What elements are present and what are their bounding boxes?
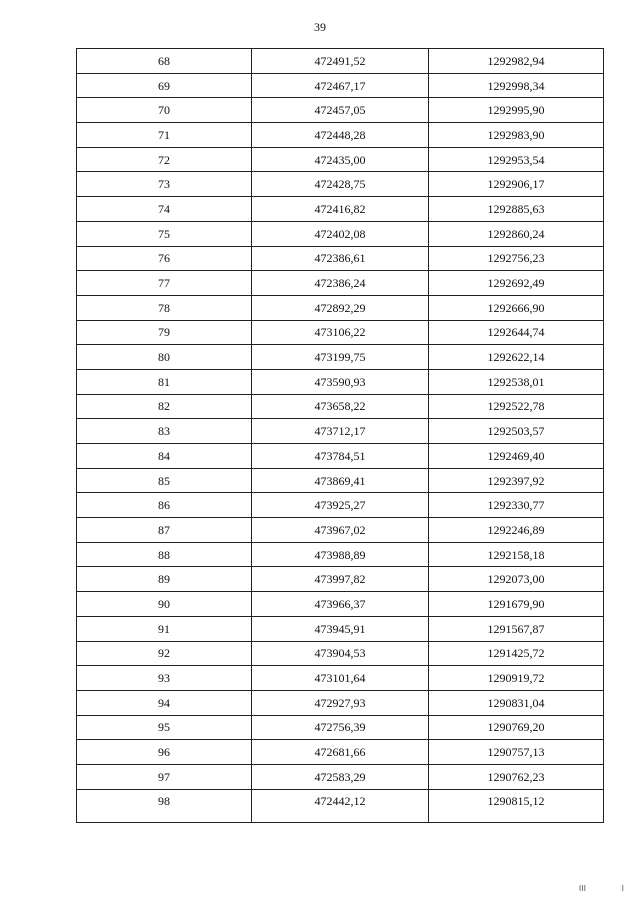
y-coordinate-cell: 1290757,13 — [429, 740, 604, 765]
y-coordinate-cell: 1292756,23 — [429, 246, 604, 271]
x-coordinate-cell: 473904,53 — [252, 641, 429, 666]
coordinates-table-body — [77, 49, 604, 823]
table-row — [77, 246, 604, 271]
x-coordinate-cell: 472457,05 — [252, 98, 429, 123]
y-coordinate-cell: 1291679,90 — [429, 592, 604, 617]
y-coordinate-cell: 1292906,17 — [429, 172, 604, 197]
table-row — [77, 345, 604, 370]
point-number-cell: 95 — [77, 715, 252, 740]
point-number-cell: 89 — [77, 567, 252, 592]
y-coordinate-cell: 1292330,77 — [429, 493, 604, 518]
y-coordinate-cell: 1292246,89 — [429, 518, 604, 543]
x-coordinate-cell: 473966,37 — [252, 592, 429, 617]
y-coordinate-cell: 1292692,49 — [429, 271, 604, 296]
point-number-cell: 92 — [77, 641, 252, 666]
x-coordinate-cell: 473199,75 — [252, 345, 429, 370]
x-coordinate-cell: 473712,17 — [252, 419, 429, 444]
point-number-cell: 98 — [77, 789, 252, 822]
y-coordinate-cell: 1292860,24 — [429, 221, 604, 246]
point-number-cell: 85 — [77, 468, 252, 493]
point-number-cell: 72 — [77, 147, 252, 172]
table-row — [77, 320, 604, 345]
y-coordinate-cell: 1290831,04 — [429, 690, 604, 715]
point-number-cell: 68 — [77, 49, 252, 74]
x-coordinate-cell: 472435,00 — [252, 147, 429, 172]
table-row — [77, 666, 604, 691]
table-row — [77, 764, 604, 789]
x-coordinate-cell: 473784,51 — [252, 444, 429, 469]
x-coordinate-cell: 473869,41 — [252, 468, 429, 493]
table-row — [77, 740, 604, 765]
y-coordinate-cell: 1291425,72 — [429, 641, 604, 666]
x-coordinate-cell: 472448,28 — [252, 123, 429, 148]
y-coordinate-cell: 1290769,20 — [429, 715, 604, 740]
x-coordinate-cell: 473106,22 — [252, 320, 429, 345]
point-number-cell: 83 — [77, 419, 252, 444]
y-coordinate-cell: 1290815,12 — [429, 789, 604, 822]
table-row — [77, 295, 604, 320]
y-coordinate-cell: 1292622,14 — [429, 345, 604, 370]
table-row — [77, 616, 604, 641]
point-number-cell: 74 — [77, 197, 252, 222]
y-coordinate-cell: 1292666,90 — [429, 295, 604, 320]
x-coordinate-cell: 472386,61 — [252, 246, 429, 271]
point-number-cell: 96 — [77, 740, 252, 765]
table-row — [77, 518, 604, 543]
table-row — [77, 49, 604, 74]
y-coordinate-cell: 1292953,54 — [429, 147, 604, 172]
point-number-cell: 90 — [77, 592, 252, 617]
table-row — [77, 592, 604, 617]
point-number-cell: 91 — [77, 616, 252, 641]
x-coordinate-cell: 472583,29 — [252, 764, 429, 789]
table-row — [77, 73, 604, 98]
x-coordinate-cell: 473945,91 — [252, 616, 429, 641]
point-number-cell: 79 — [77, 320, 252, 345]
point-number-cell: 94 — [77, 690, 252, 715]
table-row — [77, 369, 604, 394]
x-coordinate-cell: 472681,66 — [252, 740, 429, 765]
point-number-cell: 70 — [77, 98, 252, 123]
point-number-cell: 88 — [77, 542, 252, 567]
table-row — [77, 468, 604, 493]
y-coordinate-cell: 1292644,74 — [429, 320, 604, 345]
x-coordinate-cell: 473967,02 — [252, 518, 429, 543]
point-number-cell: 82 — [77, 394, 252, 419]
y-coordinate-cell: 1292469,40 — [429, 444, 604, 469]
x-coordinate-cell: 472386,24 — [252, 271, 429, 296]
x-coordinate-cell: 472467,17 — [252, 73, 429, 98]
table-row — [77, 567, 604, 592]
y-coordinate-cell: 1291567,87 — [429, 616, 604, 641]
table-row — [77, 789, 604, 822]
point-number-cell: 93 — [77, 666, 252, 691]
point-number-cell: 69 — [77, 73, 252, 98]
x-coordinate-cell: 473590,93 — [252, 369, 429, 394]
point-number-cell: 76 — [77, 246, 252, 271]
x-coordinate-cell: 473658,22 — [252, 394, 429, 419]
x-coordinate-cell: 473925,27 — [252, 493, 429, 518]
point-number-cell: 77 — [77, 271, 252, 296]
table-row — [77, 493, 604, 518]
point-number-cell: 97 — [77, 764, 252, 789]
page-number: 39 — [314, 20, 326, 34]
point-number-cell: 84 — [77, 444, 252, 469]
y-coordinate-cell: 1292885,63 — [429, 197, 604, 222]
point-number-cell: 71 — [77, 123, 252, 148]
point-number-cell: 81 — [77, 369, 252, 394]
footer-mark-right: I — [621, 884, 624, 893]
x-coordinate-cell: 472428,75 — [252, 172, 429, 197]
table-row — [77, 641, 604, 666]
table-row — [77, 123, 604, 148]
x-coordinate-cell: 472927,93 — [252, 690, 429, 715]
y-coordinate-cell: 1292158,18 — [429, 542, 604, 567]
table-row — [77, 394, 604, 419]
x-coordinate-cell: 472756,39 — [252, 715, 429, 740]
x-coordinate-cell: 472402,08 — [252, 221, 429, 246]
table-row — [77, 690, 604, 715]
x-coordinate-cell: 472892,29 — [252, 295, 429, 320]
point-number-cell: 78 — [77, 295, 252, 320]
point-number-cell: 80 — [77, 345, 252, 370]
table-row — [77, 715, 604, 740]
y-coordinate-cell: 1292982,94 — [429, 49, 604, 74]
table-row — [77, 221, 604, 246]
y-coordinate-cell: 1290919,72 — [429, 666, 604, 691]
y-coordinate-cell: 1292503,57 — [429, 419, 604, 444]
point-number-cell: 75 — [77, 221, 252, 246]
y-coordinate-cell: 1290762,23 — [429, 764, 604, 789]
x-coordinate-cell: 472416,82 — [252, 197, 429, 222]
y-coordinate-cell: 1292522,78 — [429, 394, 604, 419]
footer-mark: III — [578, 884, 586, 893]
coordinates-table — [76, 48, 604, 823]
y-coordinate-cell: 1292998,34 — [429, 73, 604, 98]
table-row — [77, 419, 604, 444]
x-coordinate-cell: 473988,89 — [252, 542, 429, 567]
x-coordinate-cell: 473997,82 — [252, 567, 429, 592]
point-number-cell: 86 — [77, 493, 252, 518]
y-coordinate-cell: 1292995,90 — [429, 98, 604, 123]
x-coordinate-cell: 472491,52 — [252, 49, 429, 74]
table-row — [77, 542, 604, 567]
point-number-cell: 73 — [77, 172, 252, 197]
y-coordinate-cell: 1292397,92 — [429, 468, 604, 493]
point-number-cell: 87 — [77, 518, 252, 543]
y-coordinate-cell: 1292983,90 — [429, 123, 604, 148]
x-coordinate-cell: 472442,12 — [252, 789, 429, 822]
x-coordinate-cell: 473101,64 — [252, 666, 429, 691]
table-row — [77, 172, 604, 197]
table-row — [77, 444, 604, 469]
y-coordinate-cell: 1292073,00 — [429, 567, 604, 592]
y-coordinate-cell: 1292538,01 — [429, 369, 604, 394]
table-row — [77, 197, 604, 222]
table-row — [77, 98, 604, 123]
table-row — [77, 271, 604, 296]
table-row — [77, 147, 604, 172]
